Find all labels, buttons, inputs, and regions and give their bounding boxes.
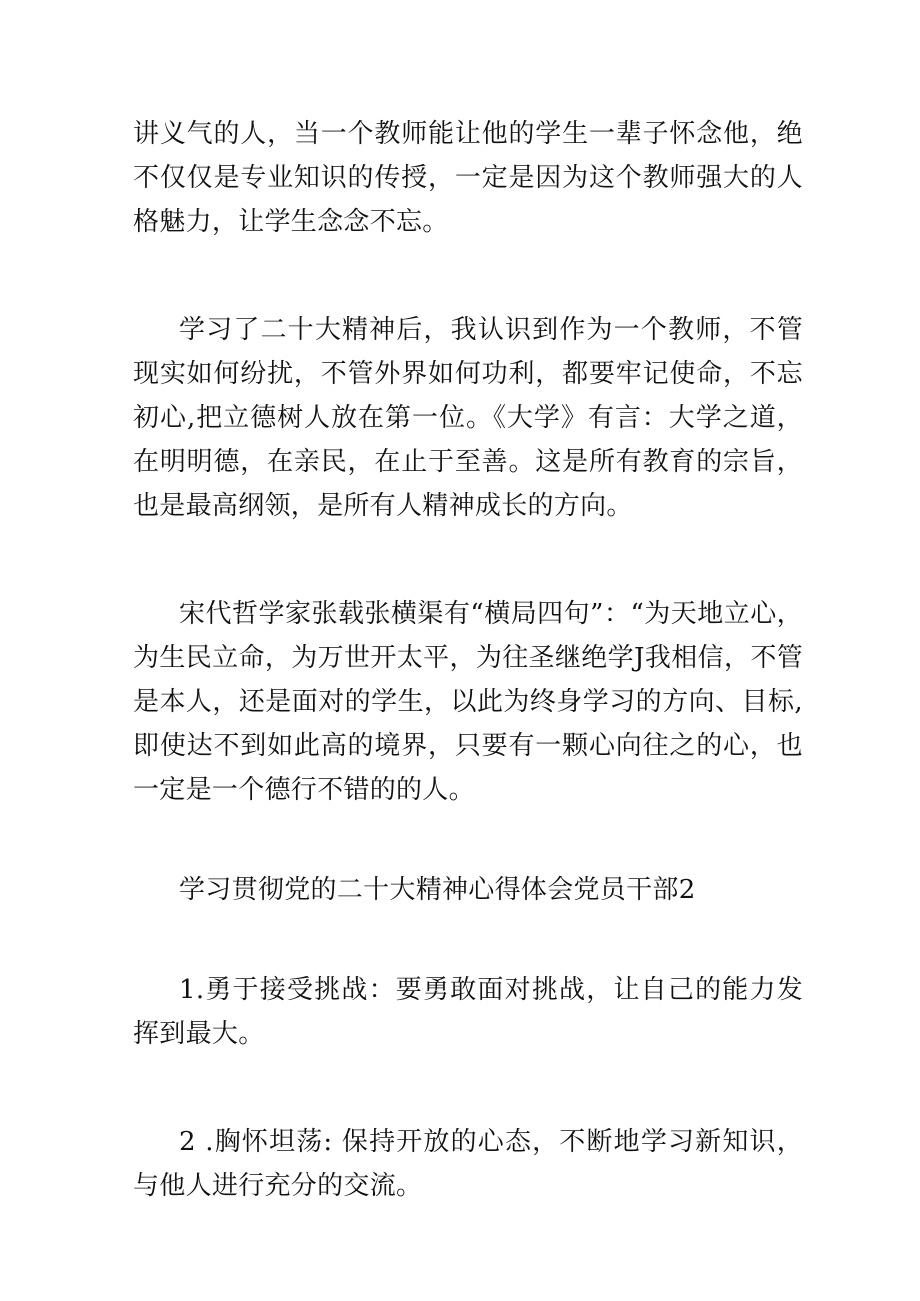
paragraph-zhang-zai: 宋代哲学家张载张横渠有“横局四句”：“为天地立心，为生民立命，为万世开太平，为往圣继绝学J我相信，不管是本人，还是面对的学生，以此为终身学习的方向、目标,即使达不到如此高的境界，只要有一颗心向往之的心，也一定是一个德行不错的的人。 xyxy=(133,599,803,805)
paragraph-continued: 讲义气的人，当一个教师能让他的学生一辈子怀念他，绝不仅仅是专业知识的传授，一定是因为这个教师强大的人格魅力，让学生念念不忘。 xyxy=(133,119,803,237)
section-title: 学习贯彻党的二十大精神心得体会党员干部2 xyxy=(179,875,696,905)
list-item-open-mind: 2 .胸怀坦荡: 保持开放的心态，不断地学习新知识，与他人进行充分的交流。 xyxy=(133,1127,803,1201)
list-item-challenge: 1.勇于接受挑战：要勇敢面对挑战，让自己的能力发挥到最大。 xyxy=(133,975,803,1049)
document-body xyxy=(133,112,803,1208)
paragraph-twentieth-congress: 学习了二十大精神后，我认识到作为一个教师，不管现实如何纷扰，不管外界如何功利，都要牢记使命，不忘初心,把立德树人放在第一位。《大学》有言：大学之道，在明明德，在亲民，在止于至善。这是所有教育的宗旨，也是最高纲领，是所有人精神成长的方向。 xyxy=(133,315,803,521)
